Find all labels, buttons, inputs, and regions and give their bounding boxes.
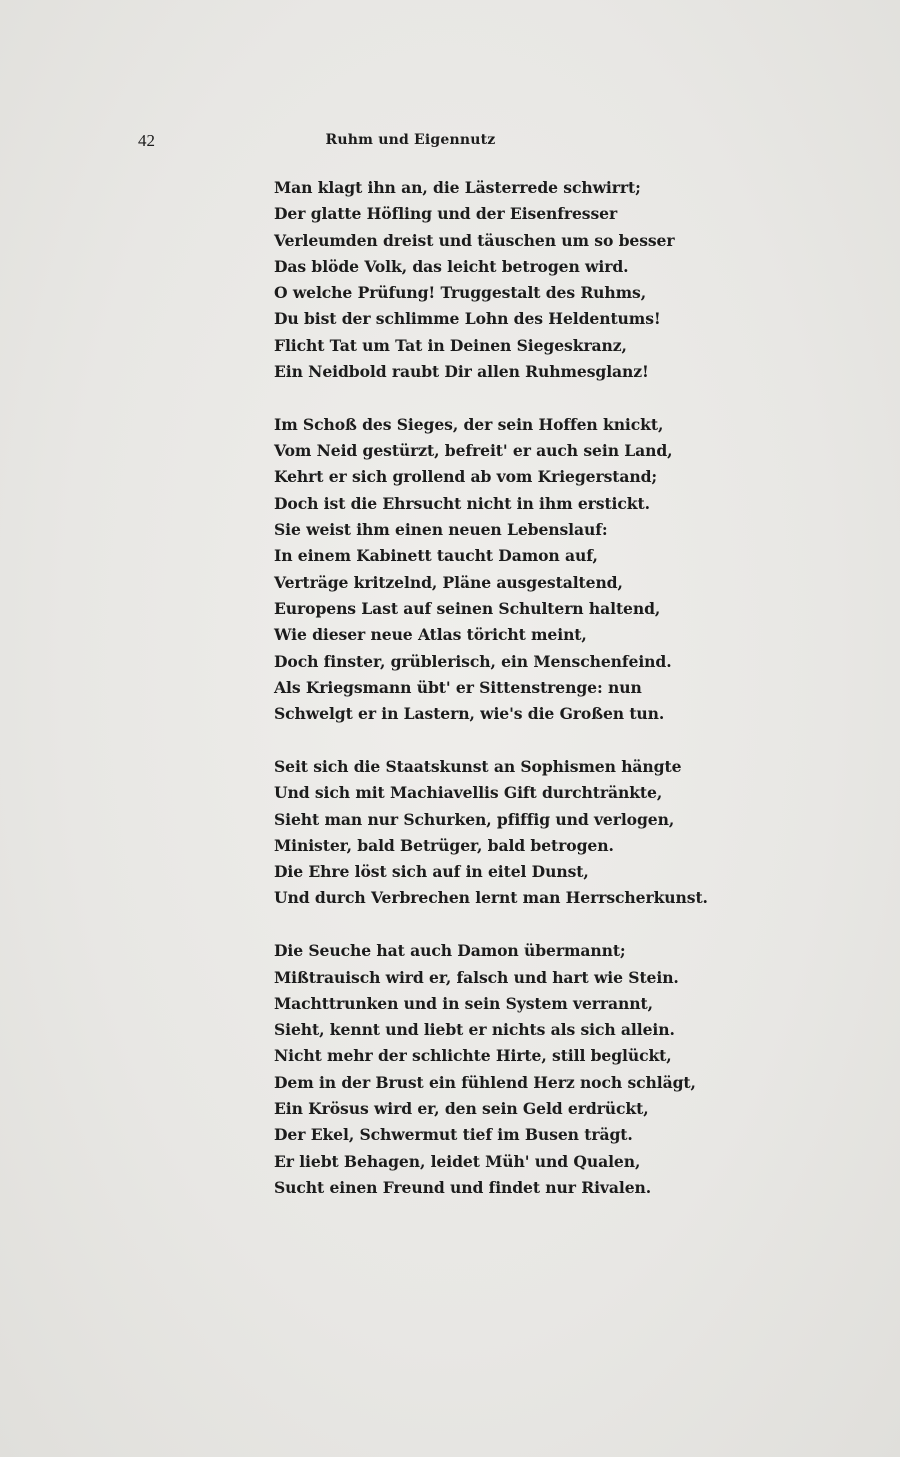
poem-line: Sieht, kennt und liebt er nichts als sich allein. [274,1020,675,1040]
running-title: Ruhm und Eigennutz [325,132,496,148]
poem-line: Dem in der Brust ein fühlend Herz noch schlägt, [274,1072,696,1092]
poem-line: Die Ehre löst sich auf in eitel Dunst, [274,862,589,882]
poem-line: Ein Neidbold raubt Dir allen Ruhmesglanz! [274,362,649,382]
poem-line: Nicht mehr der schlichte Hirte, still beglückt, [274,1046,672,1066]
poem-line: Seit sich die Staatskunst an Sophismen hängte [274,756,682,776]
stanza-2 [274,412,674,728]
poem-line: Sieht man nur Schurken, pfiffig und verlogen, [274,809,675,829]
poem-line: Doch finster, grüblerisch, ein Menschenfeind. [274,651,672,671]
poem-line: Kehrt er sich grollend ab vom Kriegerstand; [274,467,658,487]
poem-line: Wie dieser neue Atlas töricht meint, [274,625,587,645]
poem-line: Mißtrauisch wird er, falsch und hart wie Stein. [274,967,679,987]
stanza-gap [274,727,674,754]
page-header [138,131,683,157]
poem-line: Als Kriegsmann übt' er Sittenstrenge: nun [274,677,642,697]
poem-line: Europens Last auf seinen Schultern haltend, [274,598,661,618]
poem-line: Sie weist ihm einen neuen Lebenslauf: [274,520,608,540]
poem-line: Minister, bald Betrüger, bald betrogen. [274,835,614,855]
poem-line: O welche Prüfung! Truggestalt des Ruhms, [274,283,647,303]
poem-line: Und durch Verbrechen lernt man Herrscherkunst. [274,888,708,908]
poem-line: Die Seuche hat auch Damon übermannt; [274,941,626,961]
poem-line: Vom Neid gestürzt, befreit' er auch sein Land, [274,441,673,461]
poem-line: Der glatte Höfling und der Eisenfresser [274,204,618,224]
poem-line: Sucht einen Freund und findet nur Rivalen. [274,1177,652,1197]
stanza-gap [274,385,674,412]
page-number: 42 [138,131,155,150]
poem-line: Du bist der schlimme Lohn des Heldentums! [274,309,661,329]
poem-line: Und sich mit Machiavellis Gift durchtränkte, [274,783,663,803]
stanza-gap [274,912,674,939]
poem-line: In einem Kabinett taucht Damon auf, [274,546,598,566]
poem-body [274,175,708,1201]
poem-line: Doch ist die Ehrsucht nicht in ihm erstickt. [274,493,650,513]
poem-line: Verleumden dreist und täuschen um so besser [274,230,675,250]
stanza-4 [274,938,696,1201]
poem-line: Der Ekel, Schwermut tief im Busen trägt. [274,1125,633,1145]
stanza-3 [274,754,708,912]
poem-line: Er liebt Behagen, leidet Müh' und Qualen, [274,1151,641,1171]
poem-line: Das blöde Volk, das leicht betrogen wird. [274,256,629,276]
poem-line: Flicht Tat um Tat in Deinen Siegeskranz, [274,335,627,355]
poem-line: Im Schoß des Sieges, der sein Hoffen knickt, [274,414,664,434]
poem-line: Schwelgt er in Lastern, wie's die Großen tun. [274,704,665,724]
poem-line: Ein Krösus wird er, den sein Geld erdrückt, [274,1099,649,1118]
poem-line: Machttrunken und in sein System verrannt, [274,993,653,1013]
stanza-1 [274,175,674,385]
poem-line: Verträge kritzelnd, Pläne ausgestaltend, [274,572,623,592]
poem-line: Man klagt ihn an, die Lästerrede schwirrt; [274,178,641,197]
